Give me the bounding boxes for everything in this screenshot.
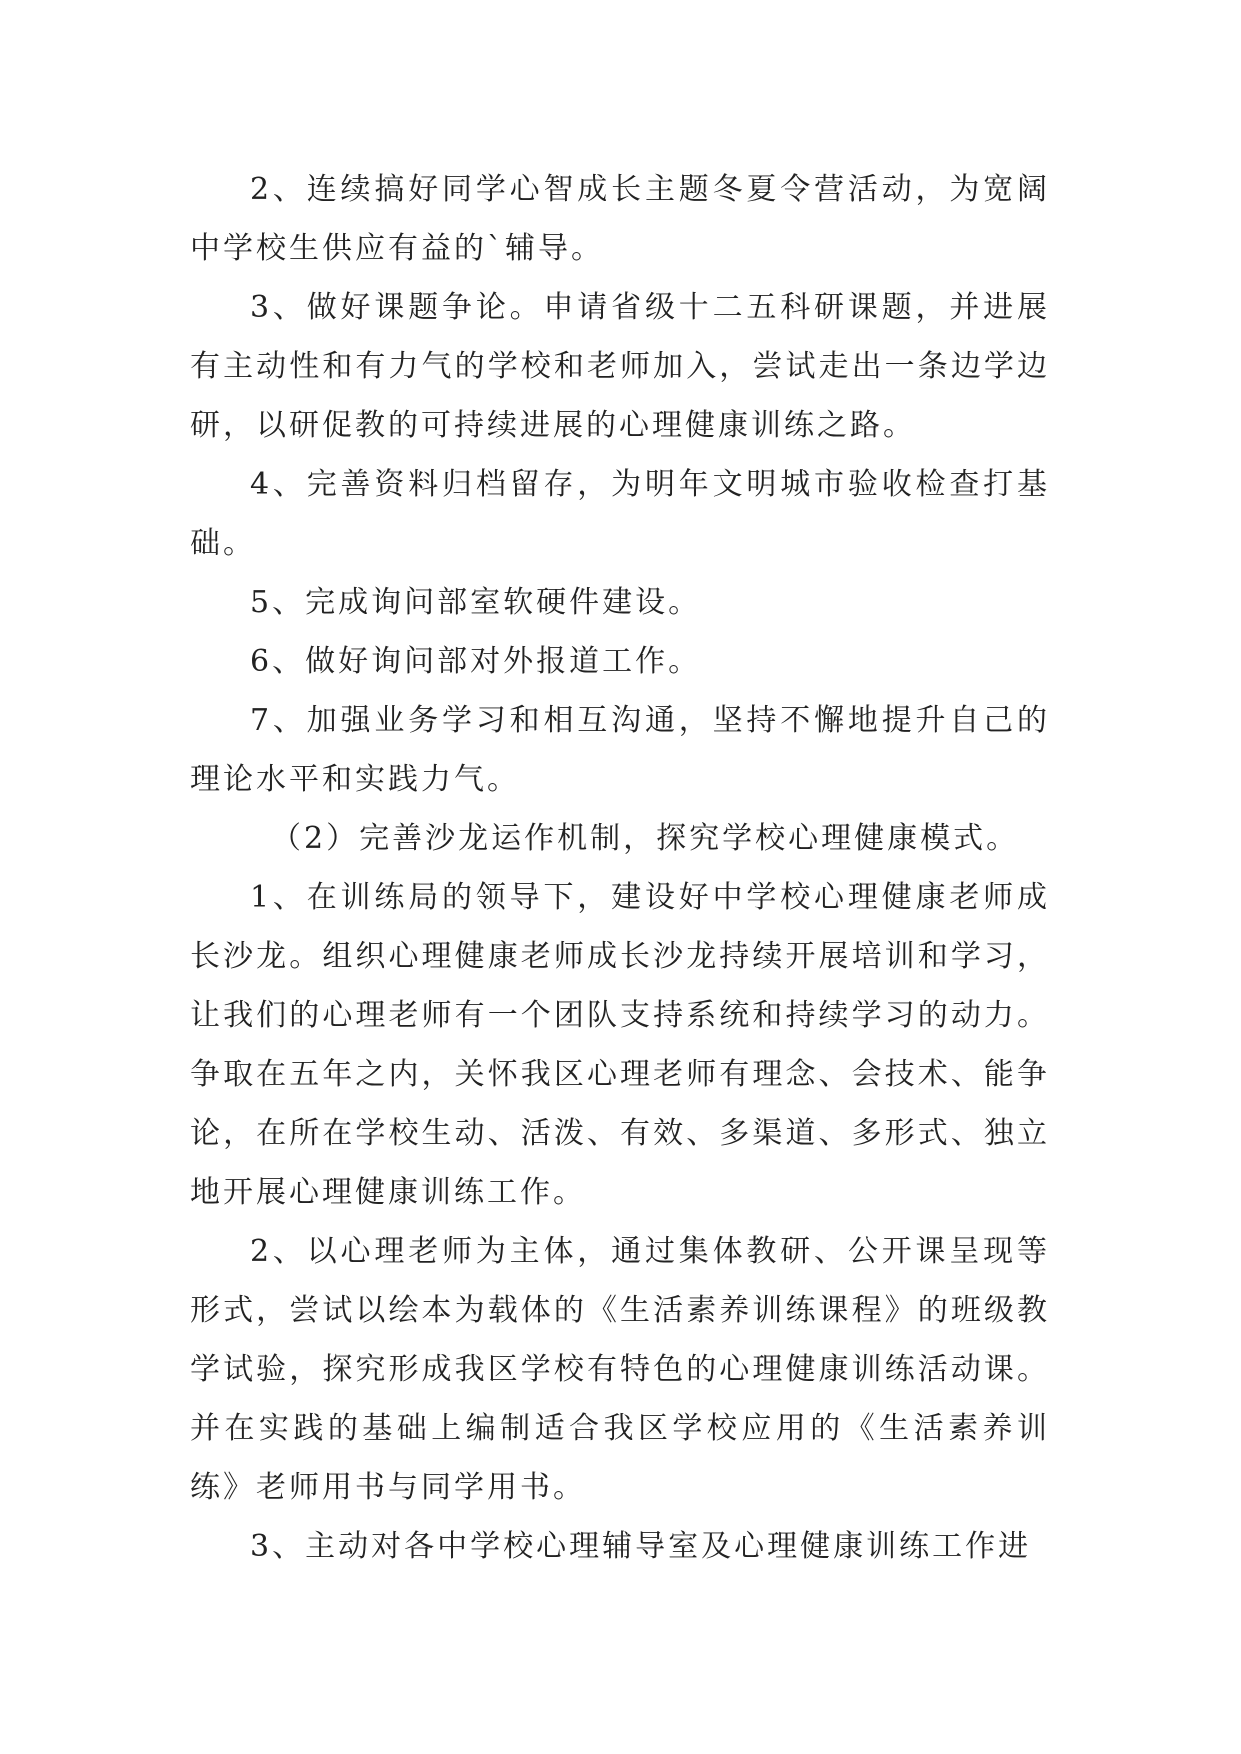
paragraph-item-3-research-project: 3、做好课题争论。申请省级十二五科研课题，并进展有主动性和有力气的学校和老师加入，尝试走出一条边学边研，以研促教的可持续进展的心理健康训练之路。 bbox=[190, 290, 1050, 443]
paragraph-item-2-picture-book-course: 2、以心理老师为主体，通过集体教研、公开课呈现等形式，尝试以绘本为载体的《生活素养训练课程》的班级教学试验，探究形成我区学校有特色的心理健康训练活动课。并在实践的基础上编制适合我区学校应用的《生活素养训练》老师用书与同学用书。 bbox=[190, 1234, 1050, 1505]
section-heading-salon-mechanism: （2）完善沙龙运作机制，探究学校心理健康模式。 bbox=[271, 821, 1020, 856]
document-body bbox=[190, 160, 1050, 1576]
paragraph-item-1-teacher-salon: 1、在训练局的领导下，建设好中学校心理健康老师成长沙龙。组织心理健康老师成长沙龙持续开展培训和学习，让我们的心理老师有一个团队支持系统和持续学习的动力。争取在五年之内，关怀我区心理老师有理念、会技术、能争论，在所在学校生动、活泼、有效、多渠道、多形式、独立地开展心理健康训练工作。 bbox=[190, 880, 1050, 1210]
paragraph-item-2-winter-summer-camp: 2、连续搞好同学心智成长主题冬夏令营活动，为宽阔中学校生供应有益的`辅导。 bbox=[190, 172, 1050, 266]
paragraph-item-5-room-construction: 5、完成询问部室软硬件建设。 bbox=[250, 585, 702, 620]
paragraph-item-4-archives: 4、完善资料归档留存，为明年文明城市验收检查打基础。 bbox=[190, 467, 1050, 561]
paragraph-item-3-counseling-rooms: 3、主动对各中学校心理辅导室及心理健康训练工作进 bbox=[250, 1529, 1032, 1564]
paragraph-item-7-business-study: 7、加强业务学习和相互沟通，坚持不懈地提升自己的理论水平和实践力气。 bbox=[190, 703, 1050, 797]
paragraph-item-6-external-reports: 6、做好询问部对外报道工作。 bbox=[250, 644, 702, 679]
